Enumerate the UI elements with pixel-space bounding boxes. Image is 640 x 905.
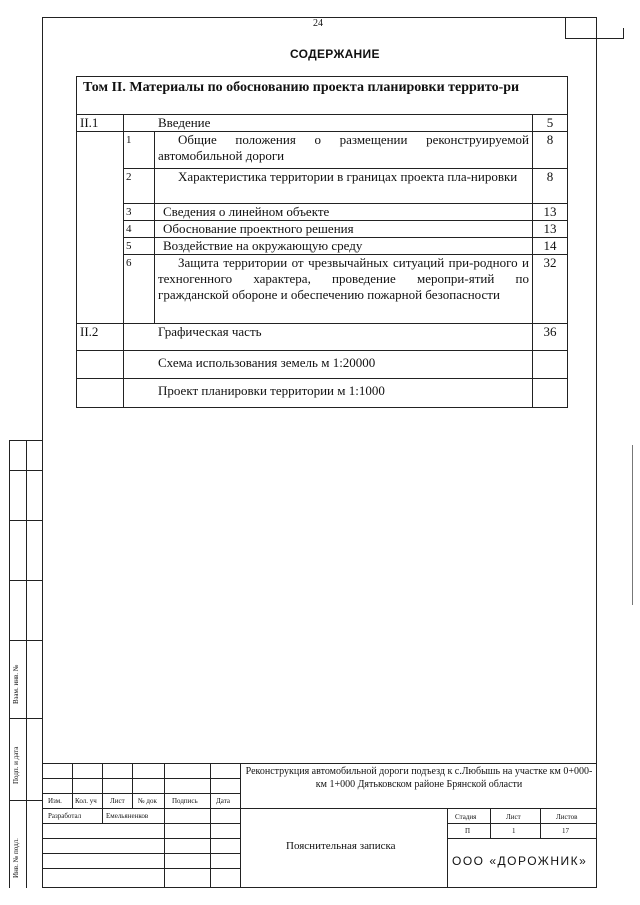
toc-page: 13 [533, 221, 568, 238]
table-row [77, 238, 568, 255]
table-row [77, 324, 568, 351]
toc-num: 2 [124, 169, 155, 204]
strip-line [9, 470, 43, 471]
stamp-vline [540, 808, 541, 838]
sheet-label: Лист [506, 813, 521, 821]
toc-section: II.1 [77, 115, 124, 132]
developer-name: Емельяненков [106, 812, 149, 820]
toc-title: Схема использования земель м 1:20000 [124, 351, 533, 379]
stage-label: Стадия [455, 813, 477, 821]
toc-section-span [77, 132, 124, 324]
stamp-vline [72, 763, 73, 808]
toc-page: 8 [533, 169, 568, 204]
sheets-label: Листов [556, 813, 578, 821]
toc-num: 3 [124, 204, 155, 221]
developed-label: Разработал [48, 812, 82, 820]
page-number: 24 [313, 18, 323, 29]
toc-section [77, 351, 124, 379]
table-row [77, 115, 568, 132]
col-header-kol-uch: Кол. уч [75, 797, 97, 805]
strip-outer [9, 440, 10, 888]
toc-title: Характеристика территории в границах проекта пла-нировки [155, 169, 533, 204]
toc-page: 14 [533, 238, 568, 255]
side-label-inv-orig: Инв. № подл. [12, 838, 20, 878]
stamp-vline [210, 763, 211, 887]
col-header-signature: Подпись [172, 797, 198, 805]
toc-num: 1 [124, 132, 155, 169]
toc-page [533, 379, 568, 408]
toc-title: Воздействие на окружающую среду [155, 238, 533, 255]
page-title: СОДЕРЖАНИЕ [290, 47, 380, 61]
toc-page: 36 [533, 324, 568, 351]
stamp-vline [447, 808, 448, 888]
col-header-list: Лист [110, 797, 125, 805]
stamp-vline [490, 808, 491, 838]
table-row [77, 221, 568, 238]
strip-line [9, 640, 43, 641]
toc-section [77, 379, 124, 408]
strip-line [9, 718, 43, 719]
strip-line [9, 580, 43, 581]
toc-title: Общие положения о размещении реконструируемой автомобильной дороги [155, 132, 533, 169]
toc-page: 5 [533, 115, 568, 132]
toc-page [533, 351, 568, 379]
frame-left [42, 17, 43, 888]
strip-divider [26, 440, 27, 888]
stage-value: П [465, 827, 471, 835]
side-label-sign-date: Подп. и дата [12, 746, 20, 784]
stamp-vline [132, 763, 133, 808]
stamp-top-line [42, 763, 597, 764]
document-name: Пояснительная записка [286, 840, 396, 852]
sheet-value: 1 [512, 827, 516, 835]
corner-box-ext-right [623, 28, 624, 39]
stamp-vline [240, 763, 241, 887]
toc-title: Графическая часть [124, 324, 533, 351]
stamp-vline [102, 763, 103, 823]
toc-title: Проект планировки территории м 1:1000 [124, 379, 533, 408]
strip-line [9, 800, 43, 801]
col-header-izm: Изм. [48, 797, 62, 805]
table-row [77, 204, 568, 221]
project-title: Реконструкция автомобильной дороги подъезд к с.Любышь на участке км 0+000-км 1+000 Дятьковском районе Брянской области [245, 766, 593, 790]
toc-page: 32 [533, 255, 568, 324]
frame-right [596, 17, 597, 888]
table-row [77, 351, 568, 379]
table-row [77, 255, 568, 324]
toc-section: II.2 [77, 324, 124, 351]
toc-table [76, 76, 568, 408]
stamp-line [447, 838, 597, 839]
toc-title: Обоснование проектного решения [155, 221, 533, 238]
corner-box-left [565, 17, 566, 38]
table-row [77, 132, 568, 169]
table-row [77, 169, 568, 204]
toc-title: Сведения о линейном объекте [155, 204, 533, 221]
company-name: ООО «ДОРОЖНИК» [452, 854, 588, 868]
stamp-line [42, 808, 597, 809]
sheets-value: 17 [562, 827, 569, 835]
toc-num: 5 [124, 238, 155, 255]
side-label-inv-vzam: Взам. инв. № [12, 664, 20, 704]
table-row [77, 379, 568, 408]
stamp-line [447, 823, 597, 824]
corner-box-bottom [565, 38, 596, 39]
toc-title: Введение [124, 115, 533, 132]
strip-line [9, 520, 43, 521]
toc-page: 13 [533, 204, 568, 221]
toc-page: 8 [533, 132, 568, 169]
stamp-vline [164, 763, 165, 887]
toc-num: 4 [124, 221, 155, 238]
toc-num: 6 [124, 255, 155, 324]
frame-bottom [42, 887, 597, 888]
col-header-doc-no: № док [138, 797, 157, 805]
toc-title: Защита территории от чрезвычайных ситуаций при-родного и техногенного характера, проведение меропри-ятий по гражданской обороне и обеспечению пожарной безопасности [155, 255, 533, 324]
col-header-date: Дата [216, 797, 230, 805]
corner-box-ext [596, 38, 623, 39]
strip-line [9, 440, 43, 441]
toc-volume-title: Том II. Материалы по обоснованию проекта планировки террито-ри [77, 77, 568, 115]
toc-volume-row [77, 77, 568, 115]
edge-mark [632, 445, 633, 605]
